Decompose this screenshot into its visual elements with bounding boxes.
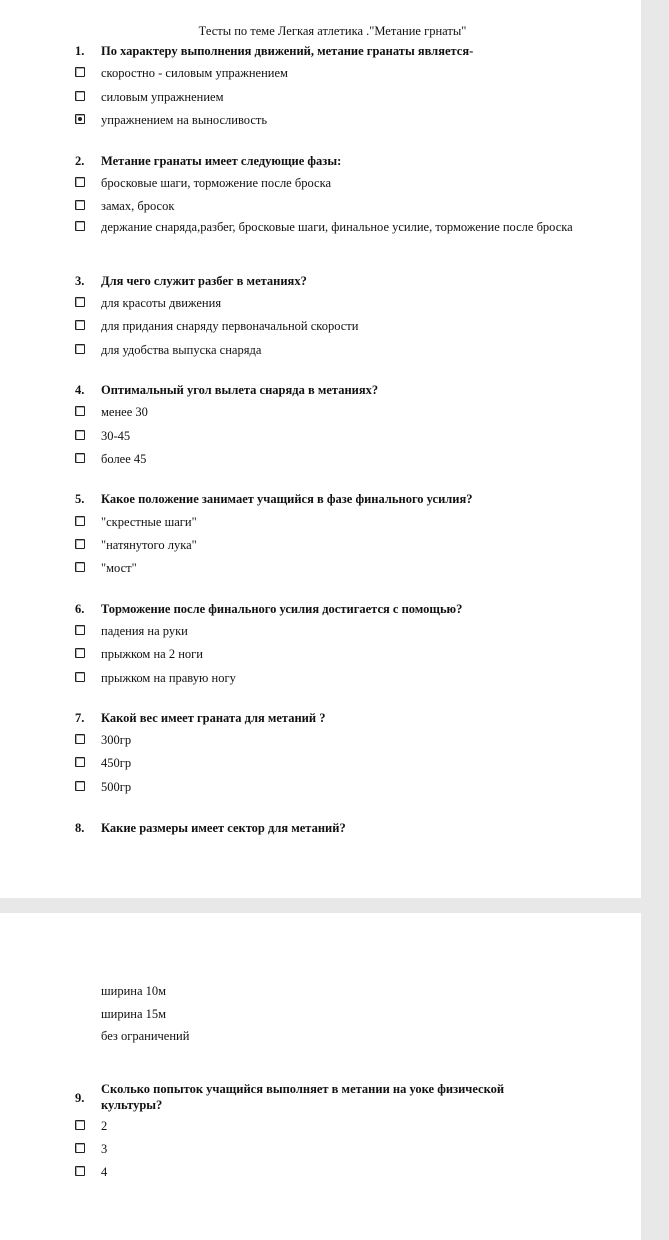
checkbox[interactable]: [75, 200, 85, 210]
question-9: [75, 1081, 561, 1113]
question-6: [75, 602, 462, 617]
question-number: 2.: [75, 154, 85, 168]
checkbox[interactable]: [75, 91, 85, 101]
checkbox[interactable]: [75, 734, 85, 744]
answer-option-label: более 45: [101, 452, 147, 466]
question-8: [75, 821, 346, 836]
answer-option-label: бросковые шаги, торможение после броска: [101, 176, 332, 190]
answer-option-label: ширина 15м: [101, 1007, 167, 1021]
answer-option-label: держание снаряда,разбег, бросковые шаги, финальное усилие, торможение после броска: [101, 220, 573, 234]
question-text: Метание гранаты имеет следующие фазы:: [101, 154, 342, 168]
answer-option-label: падения на руки: [101, 624, 188, 638]
document-title: Тесты по теме Легкая атлетика ."Метание грнаты": [198, 24, 467, 38]
checkbox[interactable]: [75, 625, 85, 635]
question-number: 5.: [75, 492, 85, 506]
answer-option-label: "скрестные шаги": [101, 515, 197, 529]
answer-option-label: прыжком на 2 ноги: [101, 647, 203, 661]
checkbox[interactable]: [75, 221, 85, 231]
question-text: Оптимальный угол вылета снаряда в метаниях?: [101, 383, 379, 397]
checkbox[interactable]: [75, 1143, 85, 1153]
question-text: По характеру выполнения движений, метание гранаты является-: [101, 44, 474, 58]
question-5: [75, 492, 473, 507]
checkbox[interactable]: [75, 67, 85, 77]
checkbox[interactable]: [75, 1166, 85, 1176]
checkbox[interactable]: [75, 672, 85, 682]
answer-option-label: 450гр: [101, 756, 132, 770]
answer-option-label: без ограничений: [101, 1029, 190, 1043]
document-page-2: [0, 913, 641, 1240]
checkbox[interactable]: [75, 781, 85, 791]
checkbox[interactable]: [75, 1120, 85, 1130]
checkbox[interactable]: [75, 757, 85, 767]
question-text: Торможение после финального усилия достигается с помощью?: [101, 602, 463, 616]
answer-option-label: "мост": [101, 561, 137, 575]
answer-option-label: силовым упражнением: [101, 90, 224, 104]
answer-option-label: 300гр: [101, 733, 132, 747]
answer-option-label: ширина 10м: [101, 984, 167, 998]
answer-option-label: 3: [101, 1142, 108, 1156]
question-number: 7.: [75, 711, 85, 725]
checkbox[interactable]: [75, 297, 85, 307]
question-number: 3.: [75, 274, 85, 288]
checkbox[interactable]: [75, 539, 85, 549]
answer-option-label: скоростно - силовым упражнением: [101, 66, 288, 80]
answer-option-label: для придания снаряду первоначальной скорости: [101, 319, 359, 333]
question-text: Для чего служит разбег в метаниях?: [101, 274, 307, 288]
checkbox[interactable]: [75, 406, 85, 416]
question-1: [75, 44, 473, 59]
answer-option-label: прыжком на правую ногу: [101, 671, 236, 685]
checkbox[interactable]: [75, 430, 85, 440]
checkbox[interactable]: [75, 562, 85, 572]
question-text: Сколько попыток учащийся выполняет в метании на уоке физической культуры?: [101, 1082, 505, 1112]
question-number: 8.: [75, 821, 85, 835]
checkbox[interactable]: [75, 344, 85, 354]
question-4: [75, 383, 378, 398]
answer-option-label: 30-45: [101, 429, 131, 443]
question-text: Какие размеры имеет сектор для метаний?: [101, 821, 346, 835]
answer-option-label: 500гр: [101, 780, 132, 794]
checkbox[interactable]: [75, 453, 85, 463]
answer-option-label: менее 30: [101, 405, 148, 419]
question-text: Какое положение занимает учащийся в фазе финального усилия?: [101, 492, 473, 506]
question-2: [75, 154, 341, 169]
checkbox[interactable]: [75, 177, 85, 187]
answer-option-label: 4: [101, 1165, 108, 1179]
question-3: [75, 274, 307, 289]
answer-option-label: для красоты движения: [101, 296, 222, 310]
question-number: 4.: [75, 383, 85, 397]
answer-option-label: "натянутого лука": [101, 538, 197, 552]
answer-option-label: упражнением на выносливость: [101, 113, 268, 127]
question-7: [75, 711, 325, 726]
question-text: Какой вес имеет граната для метаний ?: [101, 711, 326, 725]
checkbox[interactable]: [75, 320, 85, 330]
answer-option-label: замах, бросок: [101, 199, 175, 213]
checkbox[interactable]: [75, 516, 85, 526]
question-number: 9.: [75, 1091, 85, 1105]
checkbox-checked[interactable]: [75, 114, 85, 124]
checkbox[interactable]: [75, 648, 85, 658]
answer-option-label: для удобства выпуска снаряда: [101, 343, 262, 357]
question-number: 1.: [75, 44, 85, 58]
answer-option-label: 2: [101, 1119, 108, 1133]
question-number: 6.: [75, 602, 85, 616]
